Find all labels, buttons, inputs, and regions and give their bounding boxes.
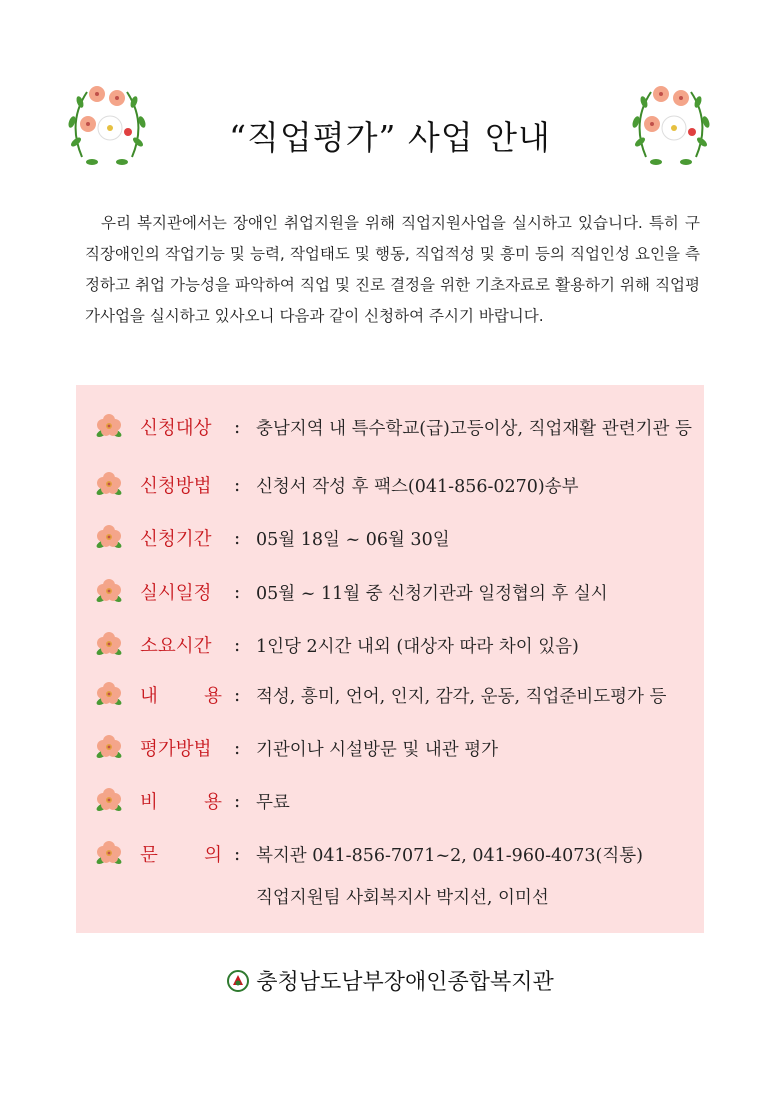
intro-paragraph <box>85 208 700 332</box>
info-value: 1인당 2시간 내외 (대상자 따라 차이 있음) <box>256 636 579 657</box>
label-separator: : <box>234 634 241 656</box>
info-label-part: 비 <box>140 792 158 813</box>
info-label: 신청방법 <box>140 476 212 497</box>
info-label: 신청기간 <box>140 529 212 550</box>
info-row <box>76 625 704 665</box>
info-row <box>76 781 704 821</box>
org-name: 충청남도남부장애인종합복지관 <box>256 970 554 995</box>
info-value: 05월 ~ 11월 중 신청기관과 일정협의 후 실시 <box>256 583 608 604</box>
footer <box>0 965 780 996</box>
info-row <box>76 675 704 715</box>
label-separator: : <box>234 737 241 759</box>
label-separator: : <box>234 684 241 706</box>
info-row <box>76 407 704 447</box>
info-value: 05월 18일 ~ 06월 30일 <box>256 529 450 550</box>
label-separator: : <box>234 581 241 603</box>
info-label-part: 용 <box>204 792 222 813</box>
info-panel <box>76 385 704 933</box>
info-label: 신청대상 <box>140 418 212 439</box>
info-row <box>76 728 704 768</box>
flower-bullet-icon <box>94 785 124 815</box>
info-value: 무료 <box>256 792 290 813</box>
info-value: 신청서 작성 후 팩스(041-856-0270)송부 <box>256 476 579 497</box>
label-separator: : <box>234 843 241 865</box>
info-value: 기관이나 시설방문 및 내관 평가 <box>256 739 499 760</box>
flower-bullet-icon <box>94 629 124 659</box>
flower-bullet-icon <box>94 411 124 441</box>
info-label-part: 내 <box>140 686 158 707</box>
info-label <box>140 788 222 814</box>
info-label: 소요시간 <box>140 636 212 657</box>
info-label-part: 의 <box>204 845 222 866</box>
flower-bullet-icon <box>94 838 124 868</box>
info-value: 적성, 흥미, 언어, 인지, 감각, 운동, 직업준비도평가 등 <box>256 686 667 707</box>
flower-bullet-icon <box>94 732 124 762</box>
intro-text: 우리 복지관에서는 장애인 취업지원을 위해 직업지원사업을 실시하고 있습니다. 특히 구직장애인의 작업기능 및 능력, 작업태도 및 행동, 직업적성 및 흥미 등의 직업인성 요인을 측정하고 취업 가능성을 파악하여 직업 및 진로 결정을 위한 기초자료로 활용하기 위해 직업평가사업을 실시하고 있사오니 다음과 같이 신청하여 주시기 바랍니다. <box>85 214 700 325</box>
info-label: 평가방법 <box>140 739 212 760</box>
label-separator: : <box>234 527 241 549</box>
flower-bullet-icon <box>94 576 124 606</box>
page-title: “직업평가” 사업 안내 <box>229 118 551 157</box>
info-value: 복지관 041-856-7071~2, 041-960-4073(직통) <box>256 845 643 866</box>
info-row <box>76 834 704 874</box>
flower-bullet-icon <box>94 469 124 499</box>
label-separator: : <box>234 474 241 496</box>
info-row <box>76 465 704 505</box>
info-label-part: 용 <box>204 686 222 707</box>
contact-staff: 직업지원팀 사회복지사 박지선, 이미선 <box>256 888 549 908</box>
info-label <box>140 682 222 708</box>
info-row <box>76 518 704 558</box>
label-separator: : <box>234 790 241 812</box>
info-label: 실시일정 <box>140 583 212 604</box>
label-separator: : <box>234 416 241 438</box>
info-value: 충남지역 내 특수학교(급)고등이상, 직업재활 관련기관 등 <box>256 418 692 439</box>
info-label-part: 문 <box>140 845 158 866</box>
info-label <box>140 841 222 867</box>
flower-bullet-icon <box>94 679 124 709</box>
org-logo-icon <box>226 969 250 993</box>
info-row <box>76 572 704 612</box>
flower-bullet-icon <box>94 522 124 552</box>
